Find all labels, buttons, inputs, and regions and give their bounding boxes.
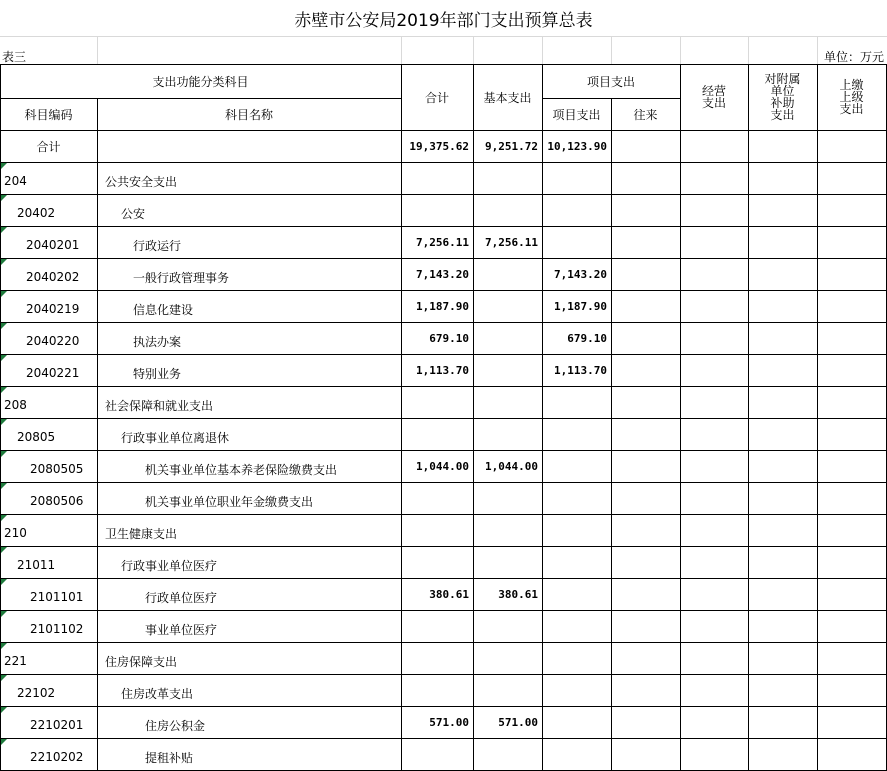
row-name: 住房公积金	[145, 718, 206, 733]
row-basic	[473, 386, 542, 418]
row-basic	[473, 546, 542, 578]
cell-marker-icon	[1, 355, 7, 361]
grid-line	[401, 36, 402, 64]
grid-line	[680, 738, 681, 771]
row-basic	[473, 258, 542, 290]
row-total: 380.61	[429, 587, 469, 601]
header-total: 合计	[424, 90, 449, 105]
grid-line	[680, 578, 681, 611]
grid-line	[680, 322, 681, 355]
header-project-group: 项目支出	[586, 74, 635, 89]
grid-line	[680, 546, 681, 579]
grid-line	[748, 386, 749, 419]
cell-marker-icon	[1, 323, 7, 329]
grid-line	[0, 98, 402, 99]
header-transfer: 往来	[633, 107, 658, 122]
row-code: 204	[4, 174, 27, 188]
row-code: 22102	[17, 686, 56, 700]
grid-line	[542, 64, 543, 131]
row-code: 2080505	[30, 462, 84, 476]
grid-line	[680, 674, 681, 707]
row-basic	[473, 674, 542, 706]
grid-line	[817, 226, 818, 259]
row-name: 公安	[121, 206, 146, 221]
grid-line	[748, 674, 749, 707]
row-basic	[473, 418, 542, 450]
grid-line	[748, 354, 749, 387]
grid-line	[680, 162, 681, 195]
row-code: 2040221	[26, 366, 80, 380]
grid-line	[748, 642, 749, 675]
row-name: 公共安全支出	[105, 174, 178, 189]
grid-line	[611, 578, 612, 611]
row-name: 特别业务	[133, 366, 182, 381]
row-total: 7,143.20	[416, 267, 469, 281]
total-row-label: 合计	[36, 139, 61, 154]
row-project	[542, 482, 611, 514]
row-total: 1,187.90	[416, 299, 469, 313]
grid-line	[611, 98, 612, 131]
row-name: 执法办案	[133, 334, 182, 349]
grid-line	[611, 354, 612, 387]
grid-line	[680, 290, 681, 323]
grid-line	[680, 418, 681, 451]
row-code: 2040219	[26, 302, 80, 316]
row-project	[542, 514, 611, 546]
row-total	[401, 194, 473, 226]
cell-marker-icon	[1, 227, 7, 233]
grid-line	[680, 450, 681, 483]
grid-line	[748, 290, 749, 323]
grid-line	[817, 450, 818, 483]
row-basic	[473, 610, 542, 642]
grid-line	[680, 610, 681, 643]
grid-line	[0, 64, 887, 65]
row-name: 机关事业单位职业年金缴费支出	[145, 494, 314, 509]
grid-line	[611, 706, 612, 739]
grid-line	[680, 64, 681, 131]
cell-marker-icon	[1, 547, 7, 553]
grid-line	[748, 546, 749, 579]
row-basic	[473, 162, 542, 194]
grid-line	[748, 258, 749, 291]
grid-line	[97, 98, 98, 131]
grid-line	[680, 36, 681, 64]
row-code: 208	[4, 398, 27, 412]
header-affiliate: 对附属 单位 补助 支出	[764, 72, 801, 122]
grid-line	[611, 322, 612, 355]
row-project	[542, 706, 611, 738]
cell-marker-icon	[1, 195, 7, 201]
row-total	[401, 610, 473, 642]
grid-line	[748, 130, 749, 163]
grid-line	[680, 642, 681, 675]
grid-line	[748, 514, 749, 547]
cell-marker-icon	[1, 419, 7, 425]
row-name: 事业单位医疗	[145, 622, 218, 637]
row-project	[542, 546, 611, 578]
row-name: 机关事业单位基本养老保险缴费支出	[145, 462, 338, 477]
row-name: 卫生健康支出	[105, 526, 178, 541]
grid-line	[680, 386, 681, 419]
row-project	[542, 674, 611, 706]
header-upper: 上缴 上级 支出	[839, 78, 864, 116]
row-total: 1,113.70	[416, 363, 469, 377]
grid-line	[817, 130, 818, 163]
row-name: 一般行政管理事务	[133, 270, 230, 285]
row-basic	[473, 354, 542, 386]
page-title: 赤壁市公安局2019年部门支出预算总表	[294, 10, 593, 31]
grid-line	[611, 258, 612, 291]
grid-line	[542, 36, 543, 64]
row-code: 20402	[17, 206, 56, 220]
grid-line	[680, 354, 681, 387]
row-code: 2210201	[30, 718, 84, 732]
row-name: 住房保障支出	[105, 654, 178, 669]
row-basic: 1,044.00	[485, 459, 538, 473]
grid-line	[611, 738, 612, 771]
row-project: 1,187.90	[554, 299, 607, 313]
grid-line	[611, 194, 612, 227]
header-project: 项目支出	[552, 107, 601, 122]
row-basic	[473, 290, 542, 322]
cell-marker-icon	[1, 387, 7, 393]
grid-line	[817, 610, 818, 643]
grid-line	[748, 610, 749, 643]
grid-line	[611, 162, 612, 195]
row-code: 2040201	[26, 238, 80, 252]
grid-line	[817, 64, 818, 131]
cell-marker-icon	[1, 291, 7, 297]
row-basic	[473, 322, 542, 354]
row-project	[542, 194, 611, 226]
grid-line	[401, 64, 402, 131]
row-total: 1,044.00	[416, 459, 469, 473]
grid-line	[748, 36, 749, 64]
grid-line	[680, 482, 681, 515]
grid-line	[748, 578, 749, 611]
row-name: 信息化建设	[133, 302, 194, 317]
row-project: 10,123.90	[547, 139, 607, 153]
grid-line	[611, 36, 612, 64]
grid-line	[817, 642, 818, 675]
header-name: 科目名称	[224, 107, 273, 122]
grid-line	[0, 64, 1, 131]
grid-line	[817, 706, 818, 739]
row-name	[97, 130, 401, 162]
row-project: 7,143.20	[554, 267, 607, 281]
grid-line	[680, 226, 681, 259]
grid-line	[817, 290, 818, 323]
grid-line	[473, 64, 474, 131]
row-basic: 380.61	[498, 587, 538, 601]
row-code: 2040202	[26, 270, 80, 284]
row-total	[401, 482, 473, 514]
cell-marker-icon	[1, 515, 7, 521]
grid-line	[680, 706, 681, 739]
row-code: 20805	[17, 430, 56, 444]
row-name: 行政单位医疗	[145, 590, 218, 605]
grid-line	[748, 450, 749, 483]
cell-marker-icon	[1, 739, 7, 745]
grid-line	[0, 36, 887, 37]
grid-line	[611, 546, 612, 579]
row-total	[401, 738, 473, 770]
grid-line	[817, 386, 818, 419]
grid-line	[817, 36, 818, 64]
grid-line	[611, 610, 612, 643]
grid-line	[611, 514, 612, 547]
row-total	[401, 418, 473, 450]
row-project	[542, 610, 611, 642]
cell-marker-icon	[1, 707, 7, 713]
grid-line	[680, 130, 681, 163]
grid-line	[680, 194, 681, 227]
row-name: 行政事业单位医疗	[121, 558, 218, 573]
row-total	[401, 546, 473, 578]
table-label: 表三	[2, 49, 27, 64]
row-total: 7,256.11	[416, 235, 469, 249]
grid-line	[611, 450, 612, 483]
grid-line	[748, 706, 749, 739]
grid-line	[680, 258, 681, 291]
cell-marker-icon	[1, 163, 7, 169]
grid-line	[817, 258, 818, 291]
grid-line	[817, 738, 818, 771]
row-total	[401, 674, 473, 706]
grid-line	[817, 322, 818, 355]
cell-marker-icon	[1, 643, 7, 649]
row-name: 行政运行	[133, 238, 182, 253]
grid-line	[611, 418, 612, 451]
row-basic	[473, 642, 542, 674]
row-code: 2080506	[30, 494, 84, 508]
header-func-class: 支出功能分类科目	[152, 74, 249, 89]
row-total	[401, 514, 473, 546]
grid-line	[611, 290, 612, 323]
row-total: 571.00	[429, 715, 469, 729]
grid-line	[748, 482, 749, 515]
row-project	[542, 578, 611, 610]
row-total	[401, 642, 473, 674]
grid-line	[748, 738, 749, 771]
row-project	[542, 226, 611, 258]
row-basic: 9,251.72	[485, 139, 538, 153]
row-basic: 7,256.11	[485, 235, 538, 249]
grid-line	[817, 162, 818, 195]
cell-marker-icon	[1, 451, 7, 457]
row-project	[542, 642, 611, 674]
cell-marker-icon	[1, 259, 7, 265]
row-code: 2210202	[30, 750, 84, 764]
grid-line	[748, 322, 749, 355]
row-project: 1,113.70	[554, 363, 607, 377]
row-total: 19,375.62	[409, 139, 469, 153]
row-project	[542, 418, 611, 450]
row-basic: 571.00	[498, 715, 538, 729]
grid-line	[473, 36, 474, 64]
grid-line	[817, 674, 818, 707]
cell-marker-icon	[1, 483, 7, 489]
header-basic: 基本支出	[483, 90, 532, 105]
row-total	[401, 162, 473, 194]
grid-line	[680, 514, 681, 547]
grid-line	[611, 226, 612, 259]
grid-line	[611, 482, 612, 515]
cell-marker-icon	[1, 675, 7, 681]
grid-line	[817, 194, 818, 227]
row-total: 679.10	[429, 331, 469, 345]
row-name: 住房改革支出	[121, 686, 194, 701]
grid-line	[817, 514, 818, 547]
grid-line	[817, 546, 818, 579]
grid-line	[748, 162, 749, 195]
row-name: 提租补贴	[145, 750, 194, 765]
grid-line	[748, 418, 749, 451]
row-project	[542, 450, 611, 482]
grid-line	[748, 64, 749, 131]
row-code: 21011	[17, 558, 56, 572]
row-code: 210	[4, 526, 27, 540]
grid-line	[817, 482, 818, 515]
grid-line	[748, 226, 749, 259]
row-code: 2101102	[30, 622, 84, 636]
grid-line	[611, 674, 612, 707]
header-operating: 经营 支出	[701, 84, 726, 110]
grid-line	[817, 354, 818, 387]
grid-line	[97, 36, 98, 64]
unit-label: 单位：万元	[823, 49, 884, 64]
cell-marker-icon	[1, 579, 7, 585]
header-code: 科目编码	[24, 107, 73, 122]
row-code: 221	[4, 654, 27, 668]
grid-line	[817, 578, 818, 611]
grid-line	[748, 194, 749, 227]
row-project	[542, 738, 611, 770]
grid-line	[817, 418, 818, 451]
row-project	[542, 386, 611, 418]
row-project: 679.10	[567, 331, 607, 345]
row-project	[542, 162, 611, 194]
row-code: 2101101	[30, 590, 84, 604]
row-total	[401, 386, 473, 418]
row-basic	[473, 482, 542, 514]
row-basic	[473, 514, 542, 546]
grid-line	[611, 642, 612, 675]
grid-line	[611, 386, 612, 419]
row-basic	[473, 738, 542, 770]
row-name: 社会保障和就业支出	[105, 398, 214, 413]
row-basic	[473, 194, 542, 226]
row-transfer	[611, 130, 680, 162]
row-name: 行政事业单位离退休	[121, 430, 230, 445]
cell-marker-icon	[1, 611, 7, 617]
row-code: 2040220	[26, 334, 80, 348]
